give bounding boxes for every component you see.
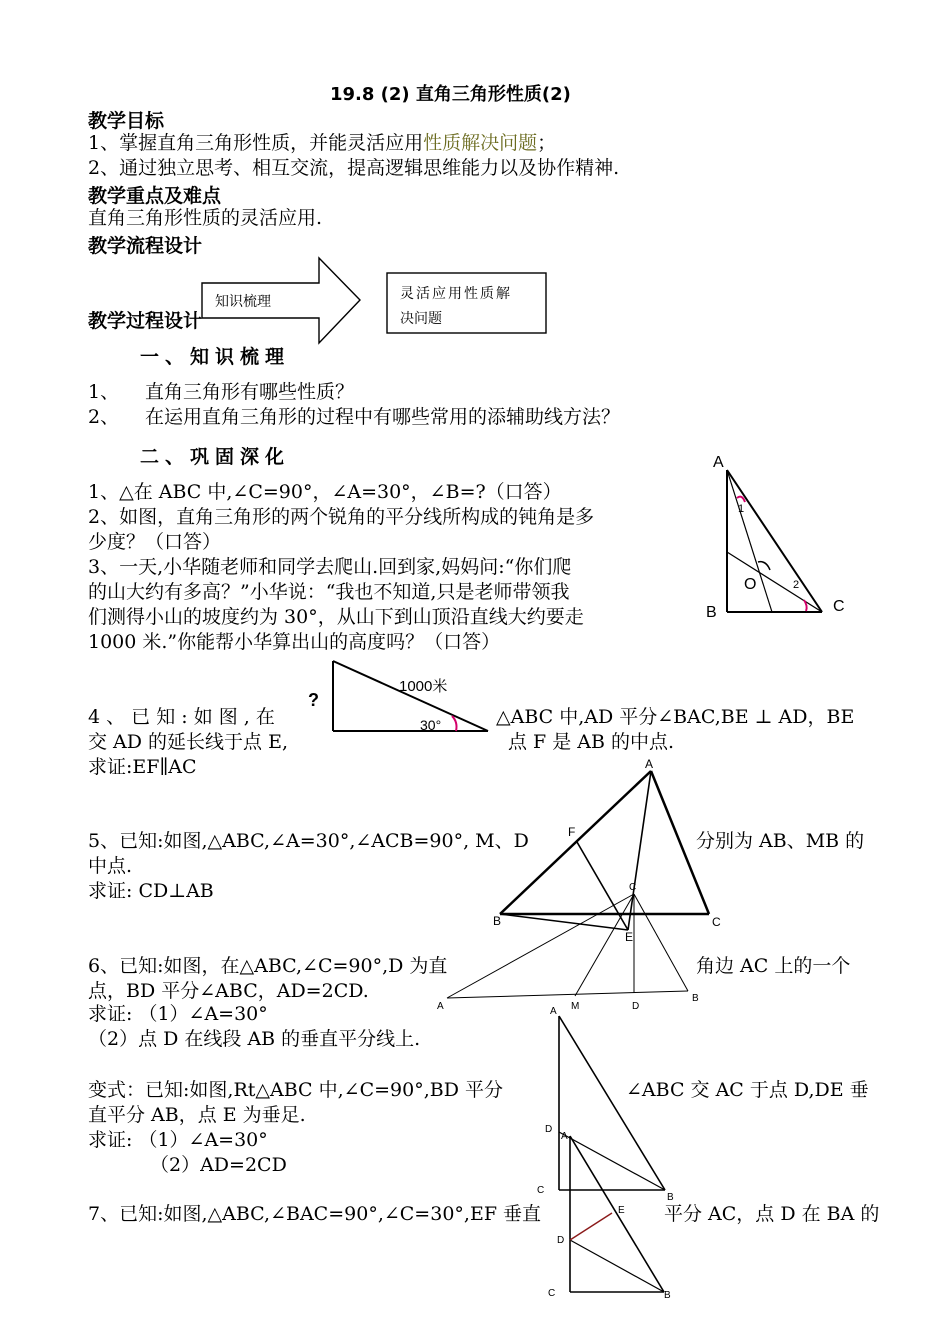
figure-5 <box>447 894 688 998</box>
figure-4 <box>500 771 709 930</box>
fig1-label-a: A <box>713 454 724 471</box>
s1-q2: 在运用直角三角形的过程中有哪些常用的添辅助线方法？ <box>145 406 621 428</box>
goal-2: 2、通过独立思考、相互交流，提高逻辑思维能力以及协作精神. <box>88 157 620 179</box>
p6-line2: 点，BD 平分∠ABC，AD=2CD. <box>88 980 369 1002</box>
fig1-label-2: 2 <box>793 579 800 591</box>
figure-mountain <box>333 661 488 731</box>
fig6-label-b: B <box>667 1192 674 1203</box>
fig6-bd <box>559 1132 665 1190</box>
flow-heading: 教学流程设计 <box>88 235 203 257</box>
fig4-label-b: B <box>493 914 502 928</box>
fig4-label-c: C <box>712 915 721 929</box>
fig6-label-d: D <box>545 1124 553 1135</box>
fig1-obtuse-mark <box>758 562 770 570</box>
fig4-side-ac <box>651 771 709 914</box>
p2-line1: 2、如图，直角三角形的两个锐角的平分线所构成的钝角是多 <box>88 506 595 528</box>
fig4-be <box>500 914 628 930</box>
p7-line1-a: 7、已知:如图,△ABC,∠BAC=90°,∠C=30°,EF 垂直 <box>88 1203 542 1225</box>
page-title: 19.8 (2) 直角三角形性质(2) <box>330 84 571 105</box>
fig5-side-ab <box>447 991 688 998</box>
figure-7 <box>570 1136 664 1292</box>
p4-line1-b: △ABC 中,AD 平分∠BAC,BE ⊥ AD，BE <box>496 706 855 728</box>
fig7-de <box>570 1213 612 1240</box>
fig6-label-a: A <box>550 1006 557 1017</box>
s1-q2-num: 2、 <box>88 406 120 428</box>
s1-q1-num: 1、 <box>88 381 120 403</box>
fig7-label-a: A <box>561 1131 568 1142</box>
flow-step-2-line2: 决问题 <box>400 311 442 327</box>
mountain-label-q: ? <box>308 690 319 710</box>
variant-line1-a: 变式：已知:如图,Rt△ABC 中,∠C=90°,BD 平分 <box>88 1079 503 1101</box>
fig1-label-c: C <box>833 598 845 615</box>
fig5-label-a: A <box>437 1001 444 1012</box>
fig1-label-o: O <box>744 576 757 593</box>
p1: 1、△在 ABC 中,∠C=90°，∠A=30°，∠B=?（口答） <box>88 481 562 503</box>
fig7-label-c: C <box>548 1288 556 1299</box>
fig5-cm <box>575 894 634 996</box>
fig5-label-c: C <box>629 882 637 893</box>
fig5-side-bc <box>634 894 688 991</box>
p5-line3: 求证: CD⊥AB <box>88 880 214 902</box>
p3-line2: 的山大约有多高？”小华说：“我也不知道,只是老师带领我 <box>88 581 570 603</box>
p6-line1-a: 6、已知:如图，在△ABC,∠C=90°,D 为直 <box>88 955 448 977</box>
p6-line1-b: 角边 AC 上的一个 <box>696 955 851 977</box>
fig6-label-c: C <box>537 1185 545 1196</box>
flow-step-2-line1: 灵活应用性质解 <box>400 286 512 302</box>
p6-line3: 求证: （1）∠A=30° <box>88 1003 268 1025</box>
fig7-label-d: D <box>557 1235 565 1246</box>
fig6-side-ab <box>559 1016 665 1190</box>
goal-1: 1、掌握直角三角形性质，并能灵活应用性质解决问题； <box>88 132 557 154</box>
variant-line4: （2）AD=2CD <box>150 1154 287 1176</box>
mountain-label-len: 1000米 <box>399 678 448 695</box>
p3-line3: 们测得小山的坡度约为 30°，从山下到山顶沿直线大约要走 <box>88 606 584 628</box>
fig7-bd <box>570 1240 664 1292</box>
goals-heading: 教学目标 <box>88 110 165 132</box>
p4-line2-b: 点 F 是 AB 的中点. <box>508 731 675 753</box>
fig7-label-e: E <box>618 1205 625 1216</box>
keypoints-heading: 教学重点及难点 <box>88 185 222 207</box>
fig5-label-d: D <box>632 1001 640 1012</box>
figure-angle-bisectors <box>727 470 822 612</box>
variant-line2: 直平分 AB，点 E 为垂足. <box>88 1104 306 1126</box>
fig4-label-a: A <box>645 757 654 771</box>
p3-line1: 3、一天,小华随老师和同学去爬山.回到家,妈妈问:“你们爬 <box>88 556 572 578</box>
p5-line2: 中点. <box>88 855 133 877</box>
p6-line4: （2）点 D 在线段 AB 的垂直平分线上. <box>88 1028 421 1050</box>
fig1-label-b: B <box>706 604 717 621</box>
p3-line4: 1000 米.”你能帮小华算出山的高度吗？（口答） <box>88 631 501 653</box>
keypoints-text: 直角三角形性质的灵活应用. <box>88 207 323 229</box>
fig1-label-1: 1 <box>738 503 745 515</box>
fig1-bisector-c <box>727 552 822 612</box>
section1-title: 一、知识梳理 <box>140 346 291 368</box>
fig1-side-ac <box>727 470 822 612</box>
fig5-label-b: B <box>692 993 699 1004</box>
p5-line1-a: 5、已知:如图,△ABC,∠A=30°,∠ACB=90°, M、D <box>88 830 529 852</box>
mountain-label-ang: 30° <box>420 717 442 733</box>
p4-line2-a: 交 AD 的延长线于点 E, <box>88 731 288 753</box>
p2-line2: 少度？（口答） <box>88 531 222 553</box>
s1-q1: 直角三角形有哪些性质？ <box>145 381 355 403</box>
variant-line1-b: ∠ABC 交 AC 于点 D,DE 垂 <box>626 1079 869 1101</box>
fig5-side-ac <box>447 894 634 998</box>
variant-line3: 求证: （1）∠A=30° <box>88 1129 268 1151</box>
fig4-label-f: F <box>568 825 576 839</box>
mountain-slope <box>333 661 488 731</box>
flow-step-1: 知识梳理 <box>215 294 271 310</box>
fig5-label-m: M <box>571 1001 580 1012</box>
mountain-angle-mark <box>452 716 457 731</box>
process-heading: 教学过程设计 <box>88 310 203 332</box>
p4-line3: 求证:EF∥AC <box>88 756 197 778</box>
figure-6 <box>559 1016 665 1190</box>
fig7-side-ab <box>570 1136 664 1292</box>
section2-title: 二、巩固深化 <box>140 446 291 468</box>
goal-1-highlight: 性质解决问题 <box>423 132 538 154</box>
fig4-ad-extended <box>628 771 651 930</box>
p4-line1-a: 4 、 已 知 : 如 图 , 在 <box>88 706 275 728</box>
fig7-label-b: B <box>664 1290 671 1301</box>
fig1-angle-mark-a <box>737 497 745 502</box>
p7-line1-b: 平分 AC，点 D 在 BA 的 <box>664 1203 880 1225</box>
fig4-label-e: E <box>625 930 634 944</box>
p5-line1-b: 分别为 AB、MB 的 <box>696 830 865 852</box>
